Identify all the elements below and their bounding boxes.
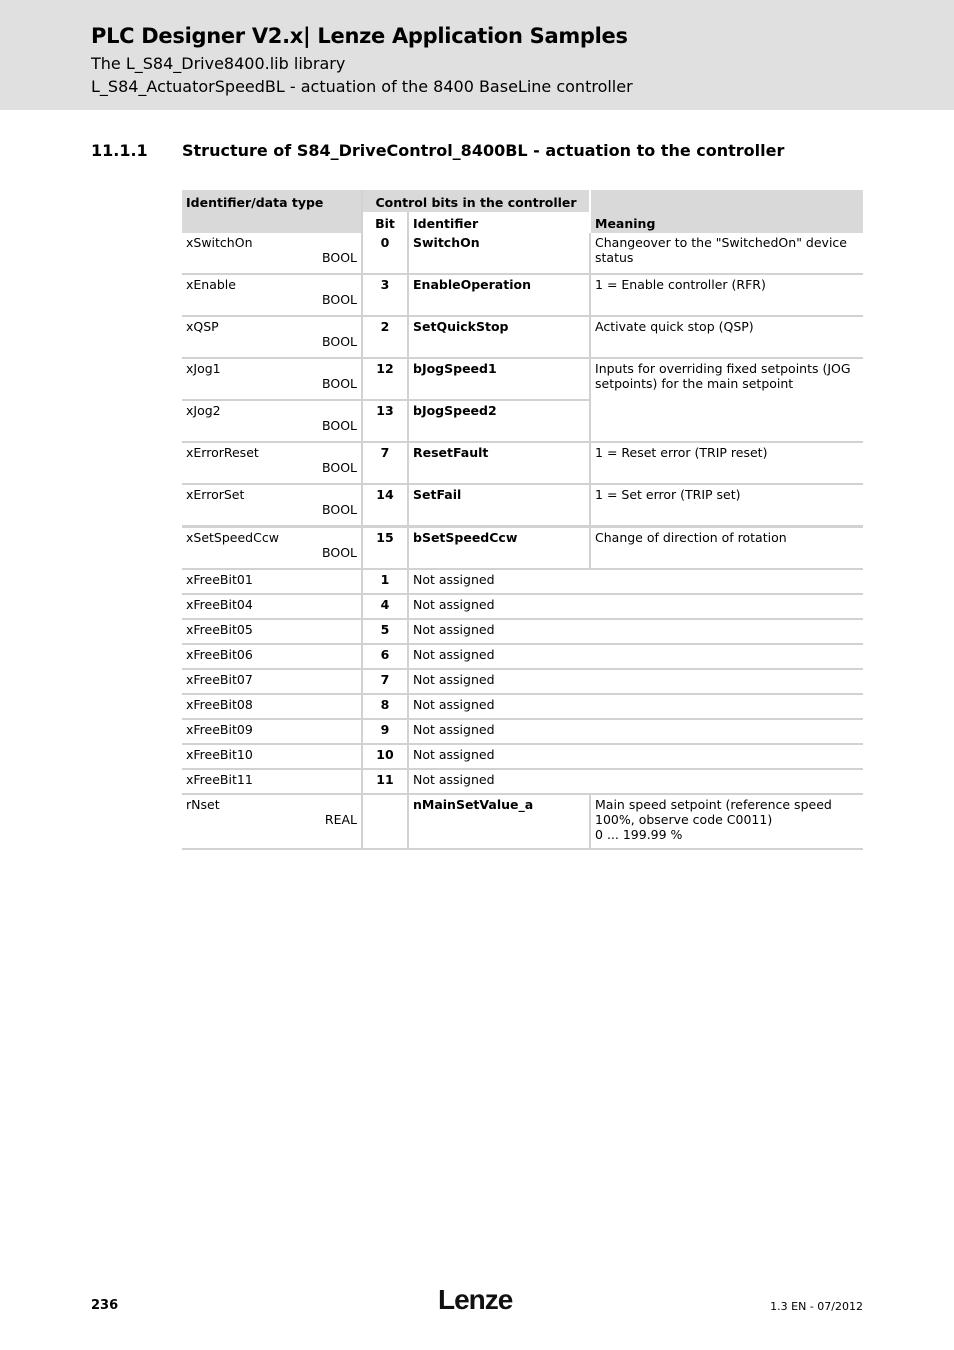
header-control-bits: Control bits in the controller (363, 190, 591, 212)
var-name: rNset (186, 797, 220, 812)
bit-number: 6 (363, 645, 409, 670)
section-title: Structure of S84_DriveControl_8400BL - actuation to the controller (182, 141, 785, 160)
header-title: PLC Designer V2.x| Lenze Application Samples (91, 24, 628, 48)
bit-identifier: nMainSetValue_a (409, 795, 591, 850)
lenze-logo-text: Lenze (438, 1285, 513, 1315)
meaning: Changeover to the "SwitchedOn" device status (591, 233, 863, 275)
var-name: xFreeBit11 (182, 770, 363, 795)
lenze-logo (438, 1285, 518, 1315)
bit-identifier: SetFail (409, 485, 591, 528)
table-row (182, 795, 863, 850)
var-name: xSwitchOn (186, 235, 253, 250)
bit-identifier: bSetSpeedCcw (409, 528, 591, 570)
var-name: xFreeBit05 (182, 620, 363, 645)
var-type: BOOL (322, 545, 357, 560)
table-row (182, 770, 863, 795)
bit-number: 3 (363, 275, 409, 317)
header-meaning-top (591, 190, 863, 212)
document-version: 1.3 EN - 07/2012 (770, 1300, 863, 1313)
var-type: BOOL (322, 292, 357, 307)
var-name: xFreeBit06 (182, 645, 363, 670)
meaning: Activate quick stop (QSP) (591, 317, 863, 359)
value-range: 0 ... 199.99 % (595, 827, 683, 842)
bit-identifier: SetQuickStop (409, 317, 591, 359)
table-row (182, 275, 863, 317)
var-name: xErrorSet (186, 487, 245, 502)
var-name: xFreeBit08 (182, 695, 363, 720)
bit-identifier: Not assigned (409, 595, 863, 620)
var-type: BOOL (322, 460, 357, 475)
var-name: xEnable (186, 277, 236, 292)
meaning: Main speed setpoint (reference speed 100%, observe code C0011) (595, 797, 832, 827)
var-type: BOOL (322, 502, 357, 517)
page-header (0, 0, 954, 110)
table-row (182, 443, 863, 485)
table-row (182, 485, 863, 528)
var-name: xFreeBit10 (182, 745, 363, 770)
table-row (182, 359, 863, 401)
var-type: BOOL (322, 334, 357, 349)
table-row (182, 720, 863, 745)
table-row (182, 620, 863, 645)
var-type: BOOL (322, 250, 357, 265)
header-meaning: Meaning (591, 212, 863, 233)
bit-number: 13 (363, 401, 409, 443)
var-name: xFreeBit01 (182, 570, 363, 595)
bit-number: 7 (363, 670, 409, 695)
bit-number (363, 795, 409, 850)
bit-number: 4 (363, 595, 409, 620)
table-header-row (182, 190, 863, 212)
bit-identifier: EnableOperation (409, 275, 591, 317)
var-name: xFreeBit04 (182, 595, 363, 620)
bit-identifier: Not assigned (409, 645, 863, 670)
bit-number: 1 (363, 570, 409, 595)
var-name: xFreeBit09 (182, 720, 363, 745)
bit-identifier: bJogSpeed1 (409, 359, 591, 401)
table-row (182, 670, 863, 695)
bit-identifier: Not assigned (409, 745, 863, 770)
table-row (182, 645, 863, 670)
meaning: 1 = Enable controller (RFR) (591, 275, 863, 317)
var-name: xFreeBit07 (182, 670, 363, 695)
header-subtitle-library: The L_S84_Drive8400.lib library (91, 54, 346, 73)
bit-identifier: Not assigned (409, 670, 863, 695)
header-bit: Bit (363, 212, 409, 233)
bit-number: 9 (363, 720, 409, 745)
bit-number: 14 (363, 485, 409, 528)
table-row (182, 695, 863, 720)
meaning: 1 = Reset error (TRIP reset) (591, 443, 863, 485)
section-number: 11.1.1 (91, 141, 148, 160)
bit-number: 15 (363, 528, 409, 570)
bit-number: 7 (363, 443, 409, 485)
bit-identifier: Not assigned (409, 770, 863, 795)
table-row (182, 233, 863, 275)
meaning: Inputs for overriding fixed setpoints (JOG setpoints) for the main setpoint (591, 359, 863, 443)
bit-identifier: Not assigned (409, 570, 863, 595)
bit-number: 2 (363, 317, 409, 359)
var-name: xQSP (186, 319, 219, 334)
meaning: Change of direction of rotation (591, 528, 863, 570)
bit-identifier: Not assigned (409, 720, 863, 745)
table-row (182, 745, 863, 770)
bit-number: 11 (363, 770, 409, 795)
var-type: BOOL (322, 418, 357, 433)
header-identifier-datatype: Identifier/data type (182, 190, 363, 233)
bit-identifier: Not assigned (409, 695, 863, 720)
page-number: 236 (91, 1298, 119, 1313)
table-row (182, 528, 863, 570)
var-name: xSetSpeedCcw (186, 530, 279, 545)
table-row (182, 317, 863, 359)
table-row (182, 595, 863, 620)
table-row (182, 570, 863, 595)
var-name: xJog1 (186, 361, 221, 376)
header-identifier: Identifier (409, 212, 591, 233)
control-bits-table (182, 190, 863, 850)
bit-number: 10 (363, 745, 409, 770)
var-type: REAL (324, 812, 357, 827)
bit-identifier: ResetFault (409, 443, 591, 485)
bit-identifier: bJogSpeed2 (409, 401, 591, 443)
bit-number: 0 (363, 233, 409, 275)
header-subtitle-block: L_S84_ActuatorSpeedBL - actuation of the 8400 BaseLine controller (91, 77, 633, 96)
bit-identifier: Not assigned (409, 620, 863, 645)
var-name: xJog2 (186, 403, 221, 418)
bit-identifier: SwitchOn (409, 233, 591, 275)
bit-number: 5 (363, 620, 409, 645)
bit-number: 12 (363, 359, 409, 401)
var-name: xErrorReset (186, 445, 259, 460)
var-type: BOOL (322, 376, 357, 391)
bit-number: 8 (363, 695, 409, 720)
meaning: 1 = Set error (TRIP set) (591, 485, 863, 528)
